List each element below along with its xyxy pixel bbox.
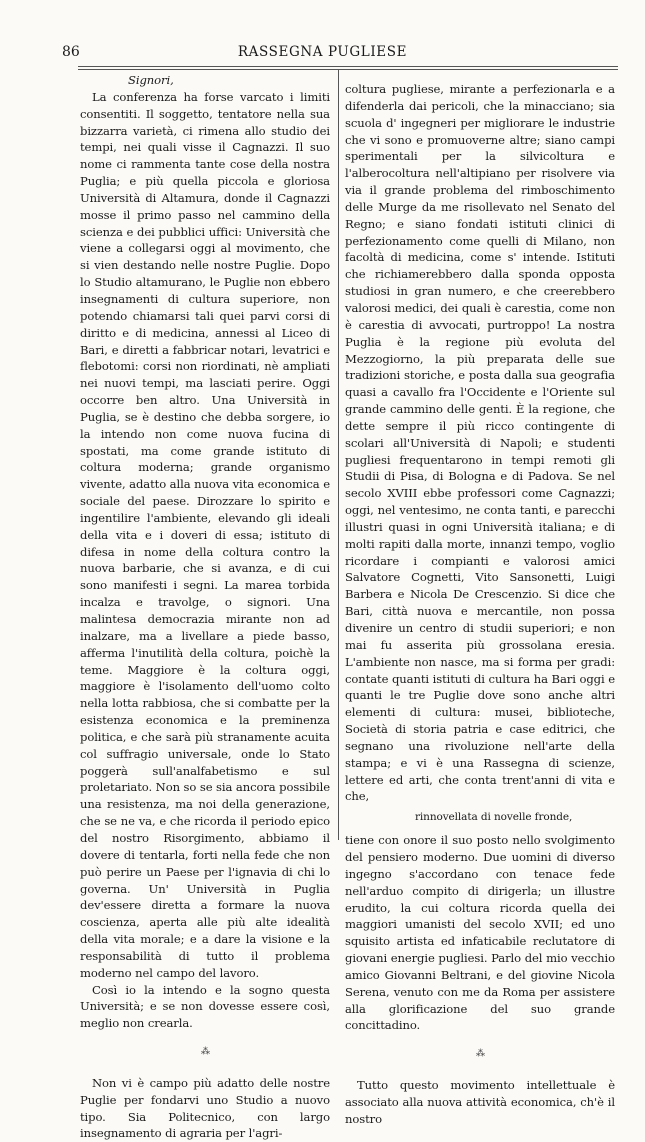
header-rule [78,66,618,67]
section-separator: ⁂ [476,1049,484,1060]
right-paragraph-2: tiene con onore il suo posto nello svolgimento del pensiero moderno. Due uomini di diverso ingegno s'accordano con tenace fede nell'arduo compito di dirigerla; un illustre erudito, la cui coltura ricorda quella dei maggiori umanisti del secolo XVII; ed uno squisito artista ed infaticabile reclutatore di giovani energie pugliesi. Parlo del mio vecchio amico Giovanni Beltrani, e del giovine Nicola Serena, venuto con me da Roma per assistere alla glorificazione del suo grande concittadino. [345,833,615,1033]
running-title: RASSEGNA PUGLIESE [237,44,408,60]
right-paragraph-1: coltura pugliese, mirante a perfezionarla e a difenderla dai pericoli, che la minacciano; sia scuola d' ingegneri per migliorare le industrie che vi sono e promuoverne altre; siano campi sperimentali per la silvicoltura e l'alberocoltura nell'altipiano per risolvere via via il grande problema del rimboschimento delle Murge da me risollevato nel Senato del Regno; e siano fondati istituti clinici di perfezionamento come quelli di Milano, non facoltà di medicina, come s' intende. Istituti che richiamerebbero dalla sponda opposta studiosi in gran numero, e che creerebbero valorosi medici, dei quali è carestia, come non è carestia di avvocati, purtroppo! La nostra Puglia è la regione più evoluta del Mezzogiorno, la più preparata delle sue tradizioni storiche, e posta dalla sua geografia quasi a cavallo fra l'Occidente e l'Oriente sul grande cammino delle genti. È la regione, che dette sempre il più ricco contingente di scolari all'Università di Napoli; e studenti pugliesi frequentarono in tempi remoti gli Studii di Pisa, di Bologna e di Padova. Se nel secolo XVIII ebbe professori come Cagnazzi; oggi, nel ventesimo, ne conta tanti, e parecchi illustri quasi in ogni Università italiana; e di molti rapiti dalla morte, innanzi tempo, voglio ricordare i compianti e valorosi amici Salvatore Cognetti, Vito Sansonetti, Luigi Barbera e Nicola De Crescenzio. Si dice che Bari, città nuova e mercantile, non possa divenire un centro di studii superiori; e non mai fu asserita più grossolana eresia. L'ambiente non nasce, ma si forma per gradi: contate quanti istituti di cultura ha Bari oggi e quanti le tre Puglie dove sono anche altri elementi di cultura: musei, biblioteche, Società di storia patria e case editrici, che segnano una rivoluzione nell'arte della stampa; e vi è una Rassegna di scienze, lettere ed arti, che conta trent'anni di vita e che, [345,82,615,804]
header-rule-double [78,69,618,70]
section-separator: ⁂ [201,1047,209,1058]
left-column [80,72,330,1142]
left-paragraph-1: La conferenza ha forse varcato i limiti consentiti. Il soggetto, tentatore nella sua bizzarra varietà, ci rimena allo studio dei tempi, nei quali visse il Cagnazzi. Il suo nome ci rammenta tante cose della nostra Puglia; e più quella piccola e gloriosa Università di Altamura, donde il Cagnazzi mosse il primo passo nel cammino della scienza e dei pubblici uffici: Università che viene a collegarsi oggi al movimento, che si vien destando nelle nostre Puglie. Dopo lo Studio altamurano, le Puglie non ebbero insegnamenti di cultura superiore, non potendo chiamarsi tali quei parvi corsi di diritto e di medicina, annessi al Liceo di Bari, e diretti a fabbricar notari, levatrici e flebotomi: corsi non riordinati, nè ampliati nei nuovi tempi, ma lasciati perire. Oggi occorre ben altro. Una Università in Puglia, se è destino che debba sorgere, io la intendo non come nuova fucina di spostati, ma come grande istituto di coltura moderna; grande organismo vivente, adatto alla nuova vita economica e sociale del paese. Dirozzare lo spirito e ingentilire l'ambiente, elevando gli ideali della vita e i doveri di essa; istituto di difesa in nome della coltura contro la nuova barbarie, che si avanza, e di cui sono manifesti i segni. La marea torbida incalza e travolge, o signori. Una malintesa democrazia mirante non ad inalzare, ma a livellare a piede basso, afferma l'inutilità della coltura, poichè la teme. Maggiore è la coltura oggi, maggiore è l'isolamento dell'uomo colto nella lotta rabbiosa, che si combatte per la esistenza economica e la preminenza politica, e che sarà più stranamente acuita col suffragio universale, onde lo Stato poggerà sull'analfabetismo e sul proletariato. Non so se sia ancora possibile una resistenza, ma noi della generazione, che se ne va, e che ricorda il periodo epico del nostro Risorgimento, abbiamo il dovere di tentarla, forti nella fede che non può perire un Paese per l'ignavia di chi lo governa. Un' Università in Puglia dev'essere diretta a formare la nuova coscienza, aperta alle più alte idealità della vita morale; e a dare la visione e la responsabilità di tutto il problema moderno nel campo del lavoro. [80,89,330,980]
salutation: Signori, [128,73,174,87]
right-column [345,81,615,1128]
verse-quote: rinnovellata di novelle fronde, [415,811,573,824]
right-paragraph-3: Tutto questo movimento intellettuale è associato alla nuova attività economica, ch'è il nostro [345,1078,615,1126]
left-paragraph-2: Così io la intendo e la sogno questa Università; e se non dovesse essere così, meglio non crearla. [80,982,330,1031]
column-divider [338,70,339,840]
page-number: 86 [62,44,80,60]
left-paragraph-3: Non vi è campo più adatto delle nostre Puglie per fondarvi uno Studio a nuovo tipo. Sia Politecnico, con largo insegnamento di agraria per l'agri- [80,1075,330,1141]
